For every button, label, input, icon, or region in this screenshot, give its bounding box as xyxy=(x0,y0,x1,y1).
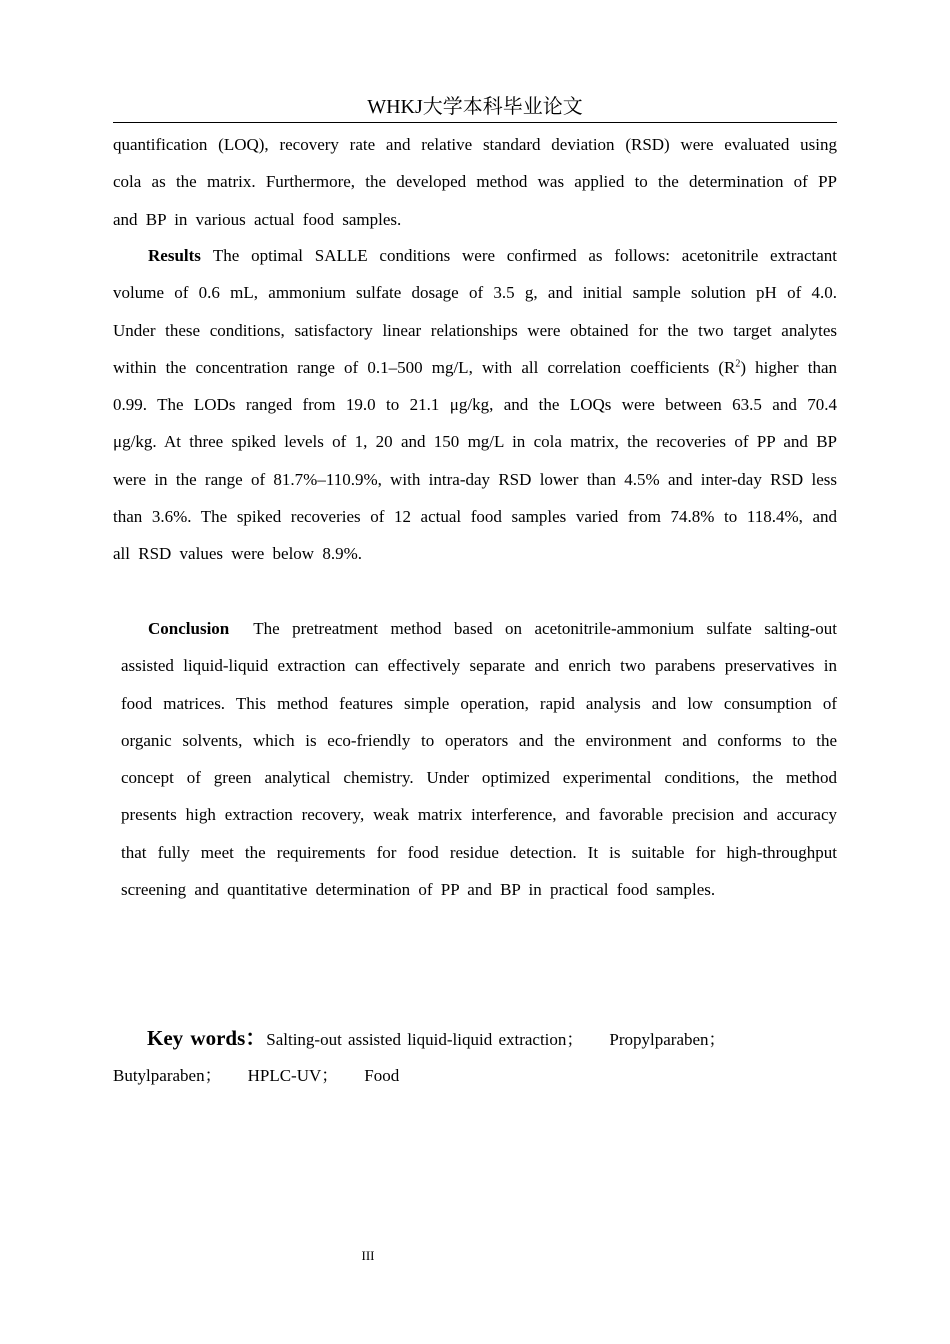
results-text-part-b: ) higher than 0.99. The LODs ranged from 19.0 to 21.1 μg/kg, and the LOQs were between 63.5 and 70.4 μg/kg. At three spiked levels of 1, 20 and 150 mg/L in cola matrix, the recoveries of PP and BP were in the range of 81.7%–110.9%, with intra-day RSD lower than 4.5% and inter-day RSD less than 3.6%. The spiked recoveries of 12 actual food samples varied from 74.8% to 118.4%, and all RSD values were below 8.9%. xyxy=(113,357,838,564)
keywords-block xyxy=(113,1020,837,1094)
methods-continuation-text: quantification (LOQ), recovery rate and relative standard deviation (RSD) were evaluated using cola as the matrix. Furthermore, the developed method was applied to the determination of PP and BP in various actual food samples. xyxy=(113,135,837,229)
header-rule xyxy=(113,122,837,123)
keyword-item: Salting-out assisted liquid-liquid extraction； xyxy=(266,1030,584,1049)
page-number: III xyxy=(361,1248,375,1263)
results-text-part-a: The optimal SALLE conditions were confirmed as follows: acetonitrile extractant volume of 0.6 mL, ammonium sulfate dosage of 3.5 g, and initial sample solution pH of 4.0. Under these conditions, satisfactory linear relationships were obtained for the two target analytes within the concentration range of 0.1–500 mg/L, with all correlation coefficients (R xyxy=(113,246,837,377)
keyword-item: HPLC-UV； xyxy=(247,1066,339,1085)
keyword-item: Food xyxy=(364,1066,400,1085)
keywords-label: Key words： xyxy=(147,1026,267,1050)
conclusion-label: Conclusion xyxy=(148,619,230,638)
conclusion-text: The pretreatment method based on acetonitrile-ammonium sulfate salting-out assisted liquid-liquid extraction can effectively separate and enrich two parabens preservatives in food matrices. This method features simple operation, rapid analysis and low consumption of organic solvents, which is eco-friendly to operators and the environment and conforms to the concept of green analytical chemistry. Under optimized experimental conditions, the method presents high extraction recovery, weak matrix interference, and favorable precision and accuracy that fully meet the requirements for food residue detection. It is suitable for high-throughput screening and quantitative determination of PP and BP in practical food samples. xyxy=(121,619,837,900)
results-paragraph xyxy=(113,237,837,573)
methods-continuation-paragraph xyxy=(113,126,837,238)
page-header-title: WHKJ大学本科毕业论文 xyxy=(367,96,583,118)
keyword-item: Propylparaben； xyxy=(609,1030,726,1049)
r-squared-superscript: 2 xyxy=(735,358,741,370)
keyword-item: Butylparaben； xyxy=(113,1066,222,1085)
conclusion-paragraph xyxy=(113,610,837,908)
results-label: Results xyxy=(148,246,201,265)
